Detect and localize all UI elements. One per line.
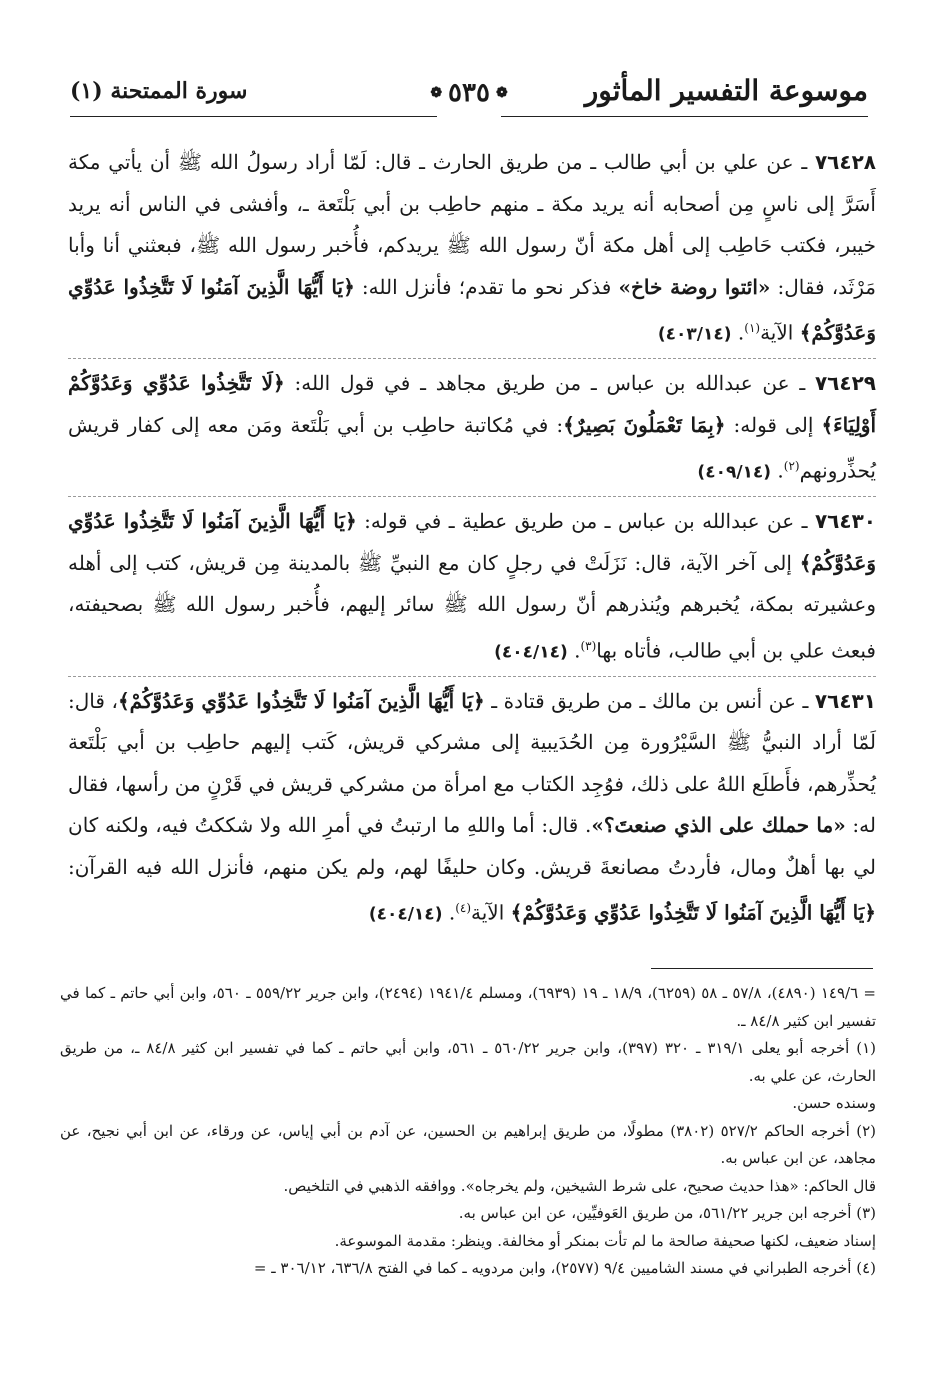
entry-text: فذكر نحو ما تقدم؛ فأنزل الله: [354, 274, 619, 299]
footnote-marker: (١) [744, 321, 761, 335]
hadith-entry: ٧٦٤٢٩ ـ عن عبدالله بن عباس ـ من طريق مجاهد ـ في قول الله: ﴿لَا تَتَّخِذُوا عَدُوِّي وَعَدُوَّكُمْ أَوْلِيَاءَ﴾ إلى قوله: ﴿بِمَا تَعْمَلُونَ بَصِيرٌ﴾: في مُكاتبة حاطِب بن أبي بَلْتَعة ومَن معه إلى كفار قريش يُحذِّرونهم$^{(٢)}$. (٤٠٩/١٤) [68, 371, 877, 483]
quran-verse: ﴿لَا تَتَّخِذُوا عَدُوِّي وَعَدُوَّكُمْ أَوْلِيَاءَ﴾ [68, 371, 877, 437]
footnote-marker: (٢) [783, 459, 800, 474]
footnote-divider [651, 968, 873, 969]
footnote: وسنده حسن. [792, 1094, 876, 1112]
entry-text: ـ عن عبدالله بن عباس ـ من طريق مجاهد ـ في قول الله: [284, 371, 806, 396]
header-rule-right [501, 116, 868, 117]
footnote: (٣) أخرجه ابن جرير ٥٦١/٢٢، من طريق العَوفيِّين، عن ابن عباس به. [458, 1204, 876, 1222]
book-title: موسوعة التفسير المأثور [584, 74, 868, 107]
entry-text: إلى قوله: [725, 412, 822, 437]
entry-text: ، قال: لَمّا أراد النبيُّ ﷺ السَّيْرُورة مِن الحُدَيبية إلى مشركي قريش، كَتب إليهم حاطِب بن أبي بَلْتَعة يُحذِّرهم، فأَطلَع اللهُ على ذلك، فوُجِد الكتاب مع امرأة من مشركي قريش في قَرْنٍ من رأسها، فقال له: [67, 688, 876, 838]
entry-text: ـ عن علي بن أبي طالب ـ من طريق الحارث ـ قال: لَمّا أراد رسولُ الله ﷺ أن يأتي مكة أَسَرَّ إلى ناسٍ مِن أصحابه أنه يريد مكة ـ منهم حاطِب بن أبي بَلْتَعة ـ، وأفشى في الناس أنه يريد خيبر، فكتب حَاطِب إلى أهل مكة أنّ رسول الله ﷺ يريدكم، فأُخبر رسول الله ﷺ، فبعثني أنا وأبا مَرْثَد، فقال: [68, 150, 876, 299]
entry-bold-quote: «ائتوا روضة خاخ» [618, 274, 771, 299]
ornament-icon: ❁ [495, 85, 508, 101]
quran-verse: ﴿يَا أَيُّهَا الَّذِينَ آمَنُوا لَا تَتَّخِذُوا عَدُوِّي وَعَدُوَّكُمْ﴾ [117, 688, 485, 713]
volume-reference: (٤٠٣/١٤) [657, 324, 732, 345]
entry-bold-quote: «ما حملك على الذي صنعتَ؟» [591, 813, 846, 838]
quran-verse: ﴿بِمَا تَعْمَلُونَ بَصِيرٌ﴾ [563, 412, 726, 437]
entry-number: ٧٦٤٣١ [814, 688, 876, 713]
volume-reference: (٤٠٤/١٤) [494, 642, 568, 663]
volume-reference: (٤٠٩/١٤) [697, 462, 772, 483]
entry-number: ٧٦٤٢٩ [814, 371, 876, 396]
page-number: ٥٣٥ [448, 78, 490, 108]
footnotes [60, 980, 876, 1283]
entry-text: ـ عن عبدالله بن عباس ـ من طريق عطية ـ في قوله: [356, 509, 808, 534]
footnote-marker: (٤) [455, 901, 472, 916]
main-text [68, 142, 876, 937]
footnote: = ١٤٩/٦ (٤٨٩٠)، ٥٧/٨ ـ ٥٨ (٦٢٥٩)، ١٨/٩ ـ ١٩ (٦٩٣٩)، ومسلم ١٩٤١/٤ (٢٤٩٤)، وابن جرير ٥٥٩/٢٢ ـ ٥٦٠، وابن أبي حاتم ـ كما في تفسير ابن كثير ٨٤/٨ ـ. [60, 984, 876, 1030]
volume-reference: (٤٠٤/١٤) [368, 905, 443, 926]
footnote: (١) أخرجه أبو يعلى ٣١٩/١ ـ ٣٢٠ (٣٩٧)، وابن جرير ٥٦٠/٢٢ ـ ٥٦١، وابن أبي حاتم ـ كما في تفسير ابن كثير ٨٤/٨ ـ، من طريق الحارث، عن علي به. [60, 1039, 876, 1085]
entry-text: الآية [471, 901, 511, 926]
entry-separator [68, 358, 876, 359]
footnote: (٢) أخرجه الحاكم ٥٢٧/٢ (٣٨٠٢) مطولًا، من طريق إبراهيم بن الحسين، عن آدم بن أبي إياس، عن ورقاء، عن ابن أبي نجيح، عن مجاهد، عن ابن عباس به. [60, 1121, 876, 1167]
footnote: (٤) أخرجه الطبراني في مسند الشاميين ٩/٤ (٢٥٧٧)، وابن مردويه ـ كما في الفتح ٦٣٦/٨، ٣٠٦/١٢ ـ = [253, 1259, 876, 1277]
entry-text: : في مُكاتبة حاطِب بن أبي بَلْتَعة ومَن معه إلى كفار قريش يُحذِّرونهم [68, 412, 876, 483]
quran-verse: ﴿يَا أَيُّهَا الَّذِينَ آمَنُوا لَا تَتَّخِذُوا عَدُوِّي وَعَدُوَّكُمْ﴾ [68, 509, 876, 575]
hadith-entry: ٧٦٤٢٨ ـ عن علي بن أبي طالب ـ من طريق الحارث ـ قال: لَمّا أراد رسولُ الله ﷺ أن يأتي مكة أَسَرَّ إلى ناسٍ مِن أصحابه أنه يريد مكة ـ منهم حاطِب بن أبي بَلْتَعة ـ، وأفشى في الناس أنه يريد خيبر، فكتب حَاطِب إلى أهل مكة أنّ رسول الله ﷺ يريدكم، فأُخبر رسول الله ﷺ، فبعثني أنا وأبا مَرْثَد، فقال: «ائتوا روضة خاخ» فذكر نحو ما تقدم؛ فأنزل الله: ﴿يَا أَيُّهَا الَّذِينَ آمَنُوا لَا تَتَّخِذُوا عَدُوِّي وَعَدُوَّكُمْ﴾ الآية$^{(١)}$. (٤٠٣/١٤) [68, 150, 876, 345]
hadith-entry: ٧٦٤٣٠ ـ عن عبدالله بن عباس ـ من طريق عطية ـ في قوله: ﴿يَا أَيُّهَا الَّذِينَ آمَنُوا لَا تَتَّخِذُوا عَدُوِّي وَعَدُوَّكُمْ﴾ إلى آخر الآية، قال: نَزَلَتْ في رجلٍ كان مع النبيِّ ﷺ بالمدينة مِن قريش، كتب إلى أهله وعشيرته بمكة، يُخبرهم ويُنذرهم أنّ رسول الله ﷺ سائر إليهم، فأُخبر رسول الله ﷺ بصحيفته، فبعث علي بن أبي طالب، فأتاه بها$^{(٣)}$. (٤٠٤/١٤) [68, 509, 876, 663]
page-header [70, 62, 868, 124]
quran-verse: ﴿يَا أَيُّهَا الَّذِينَ آمَنُوا لَا تَتَّخِذُوا عَدُوِّي وَعَدُوَّكُمْ﴾ [68, 274, 876, 345]
footnote-marker: (٣) [580, 638, 597, 653]
entry-number: ٧٦٤٢٨ [814, 150, 876, 174]
entry-text: إلى آخر الآية، قال: نَزَلَتْ في رجلٍ كان مع النبيِّ ﷺ بالمدينة مِن قريش، كتب إلى أهله وعشيرته بمكة، يُخبرهم ويُنذرهم أنّ رسول الله ﷺ سائر إليهم، فأُخبر رسول الله ﷺ بصحيفته، فبعث علي بن أبي طالب، فأتاه بها [68, 550, 876, 663]
entry-separator [68, 676, 876, 677]
footnote: قال الحاكم: «هذا حديث صحيح، على شرط الشيخين، ولم يخرجاه». ووافقه الذهبي في التلخيص. [283, 1176, 876, 1195]
entry-text: ـ عن أنس بن مالك ـ من طريق قتادة ـ [484, 688, 809, 713]
ornament-icon: ❁ [430, 85, 443, 101]
page-number-group [430, 78, 507, 108]
quran-verse: ﴿يَا أَيُّهَا الَّذِينَ آمَنُوا لَا تَتَّخِذُوا عَدُوِّي وَعَدُوَّكُمْ﴾ [510, 901, 876, 926]
entry-separator [68, 496, 876, 497]
entry-text: . قال: أما واللهِ ما ارتبتُ في أمرِ الله ولا شككتُ فيه، ولكنه كان لي بها أهلٌ ومال، فأردتُ مصانعةَ قريش. وكان حليفًا لهم، ولم يكن منهم، فأنزل الله فيه القرآن: [68, 813, 876, 879]
header-rule-left [70, 116, 437, 117]
entry-text: الآية [760, 320, 800, 345]
entry-number: ٧٦٤٣٠ [814, 509, 876, 534]
hadith-entry: ٧٦٤٣١ ـ عن أنس بن مالك ـ من طريق قتادة ـ ﴿يَا أَيُّهَا الَّذِينَ آمَنُوا لَا تَتَّخِذُوا عَدُوِّي وَعَدُوَّكُمْ﴾، قال: لَمّا أراد النبيُّ ﷺ السَّيْرُورة مِن الحُدَيبية إلى مشركي قريش، كَتب إليهم حاطِب بن أبي بَلْتَعة يُحذِّرهم، فأَطلَع اللهُ على ذلك، فوُجِد الكتاب مع امرأة من مشركي قريش في قَرْنٍ من رأسها، فقال له: «ما حملك على الذي صنعتَ؟». قال: أما واللهِ ما ارتبتُ في أمرِ الله ولا شككتُ فيه، ولكنه كان لي بها أهلٌ ومال، فأردتُ مصانعةَ قريش. وكان حليفًا لهم، ولم يكن منهم، فأنزل الله فيه القرآن: ﴿يَا أَيُّهَا الَّذِينَ آمَنُوا لَا تَتَّخِذُوا عَدُوِّي وَعَدُوَّكُمْ﴾ الآية$^{(٤)}$. (٤٠٤/١٤) [67, 688, 876, 926]
surah-title: سورة الممتحنة (١) [70, 78, 248, 104]
footnote: إسناد ضعيف، لكنها صحيفة صالحة ما لم تأت بمنكر أو مخالفة. وينظر: مقدمة الموسوعة. [334, 1231, 876, 1250]
